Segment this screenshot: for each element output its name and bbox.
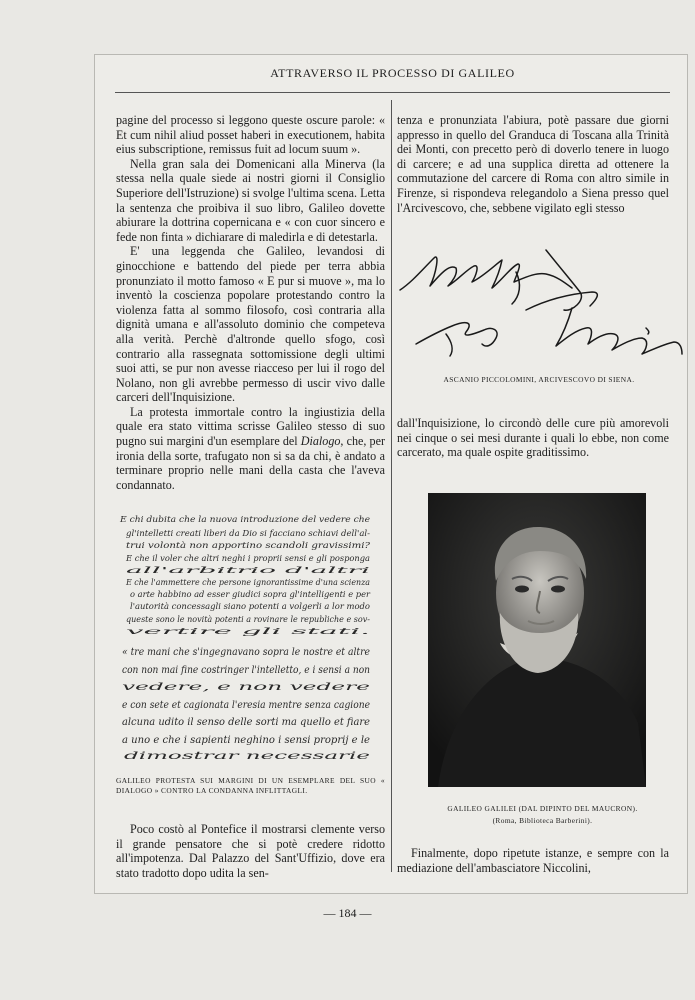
running-header: ATTRAVERSO IL PROCESSO DI GALILEO xyxy=(270,66,515,80)
paragraph-pontefice: Poco costò al Pontefice il mostrarsi clemente verso il grande pensatore che si potè credere ridotto all'impotenza. Dal Palazzo del Sant'Uffizio, dove era stato tradotto dopo udita la sen- xyxy=(116,822,385,880)
signature-image xyxy=(396,226,688,376)
manuscript-line: alcuna udito il senso delle sorti ma quello et fiare xyxy=(122,717,371,728)
right-column-middle xyxy=(397,416,669,460)
manuscript-line: all'arbitrio d'altri xyxy=(126,566,372,575)
protest-text-before: La protesta immortale contro la ingiustizia della quale era stato vittima scrisse Galileo stesso di suo pugno sui margini d'un esemplare del xyxy=(116,404,385,449)
left-column-bottom xyxy=(116,822,385,880)
manuscript-line: trui volontà non apportino scandoli gravissimi? xyxy=(126,541,371,550)
paragraph-inquisizione: dall'Inquisizione, lo circondò delle cure più amorevoli nei cinque o sei mesi durante i quali lo ebbe, non come carcerato, ma quale ospite graditissimo. xyxy=(397,416,669,460)
portrait-caption-title: GALILEO GALILEI (DAL DIPINTO DEL MAUCRON). xyxy=(447,804,638,813)
paragraph-minerva: Nella gran sala dei Domenicani alla Minerva (la stessa nella quale siede ai nostri giorni il Consiglio Superiore dell'Istruzione) si svolge l'ultima scena. Letta la sentenza che proibiva il suo libro, Galileo dovette abiurare la dottrina copernicana e « con cuor sincero e fede non finta » dichiarare di maledirla e di detestarla. xyxy=(116,156,385,244)
paragraph-oscure-parole: pagine del processo si leggono queste oscure parole: « Et cum nihil aliud posset haberi in executionem, habita eius subscriptione, remissus fuit ad locum suum ». xyxy=(116,113,385,157)
manuscript-line: queste sono le novità potenti a rovinare le republiche e sov- xyxy=(126,615,371,624)
portrait-painting xyxy=(428,493,646,787)
paragraph-protesta xyxy=(116,405,385,493)
manuscript-line: « tre mani che s'ingegnavano sopra le nostre et altre xyxy=(122,647,371,658)
archbishop-signature xyxy=(396,226,688,376)
manuscript-line: l'autorità concessagli siano potenti a volgerli a lor modo xyxy=(130,602,371,611)
right-column-text xyxy=(397,113,669,215)
paragraph-finalmente: Finalmente, dopo ripetute istanze, e sempre con la mediazione dell'ambasciatore Niccolini, xyxy=(397,846,669,875)
portrait-caption-location: (Roma, Biblioteca Barberini). xyxy=(492,816,593,825)
right-column-bottom xyxy=(397,846,669,875)
paragraph-leggenda: E' una leggenda che Galileo, levandosi di ginocchione e battendo del piede per terra abbia pronunziato il motto famoso « E pur si muove », ma lo inventò la coscienza popolare protestando contro la violenza fatta al sommo filosofo, così contraria alla dignità umana e all'assoluto dominio che competeva alla verità. Perchè d'altronde quello sfogo, così contrario alla rassegnata sottomissione degli ultimi suoi atti, se pur non avesse riacceso per lui il rogo del Nolano, non gli avrebbe permesso di uscir vivo dalle carceri dell'Inquisizione. xyxy=(116,244,385,405)
protest-text-after: , che, per ironia della sorte, trafugato non si sa da chi, è andato a terminare proprio nelle mani della casta che l'aveva condannato. xyxy=(116,434,385,492)
manuscript-line: con non mai fine costringer l'intelletto, e i sensi a non xyxy=(122,665,370,676)
manuscript-line: dimostrar necessarie xyxy=(124,751,371,762)
manuscript-line: E chi dubita che la nuova introduzione del vedere che xyxy=(118,515,371,524)
manuscript-line: E che il voler che altri neghi i proprii sensi e gli posponga xyxy=(124,554,371,563)
manuscript-caption: GALILEO PROTESTA SUI MARGINI DI UN ESEMPLARE DEL SUO « DIALOGO » CONTRO LA CONDANNA INFLITTAGLI. xyxy=(116,776,385,795)
manuscript-line: E che l'ammettere che persone ignorantissime d'una scienza xyxy=(125,578,371,587)
manuscript-line: vertire gli stati. xyxy=(126,627,370,636)
header-rule xyxy=(115,92,670,93)
dialogo-title: Dialogo xyxy=(300,434,341,449)
galileo-portrait xyxy=(428,493,646,787)
manuscript-line: o arte habbino ad esser giudici sopra gl'intelligenti e per xyxy=(130,590,372,599)
manuscript-line: vedere, e non vedere xyxy=(122,682,371,693)
manuscript-line: a uno e che i sapienti neghino i sensi proprij e le xyxy=(122,735,371,746)
paragraph-abiura: tenza e pronunziata l'abiura, potè passare due giorni appresso in quello del Granduca di Toscana alla Trinità dei Monti, con precetto però di doverlo tenere in luogo di carcere; e ad una supplica diretta ad ottenere la commutazione del carcere di Roma con altro simile in Firenze, si rispondeva relegandolo a Siena presso quel l'Arcivescovo, che, sebbene vigilato egli stesso xyxy=(397,113,669,215)
manuscript-line: gl'intelletti creati liberi da Dio si facciano schiavi dell'al- xyxy=(126,529,371,538)
left-column-text xyxy=(116,113,385,492)
page-number: — 184 — xyxy=(323,906,372,920)
signature-caption: ASCANIO PICCOLOMINI, ARCIVESCOVO DI SIENA. xyxy=(443,375,635,384)
column-divider xyxy=(391,100,392,872)
manuscript-line: e con sete et cagionata l'eresia mentre senza cagione xyxy=(122,700,371,711)
manuscript-handwriting xyxy=(112,512,388,762)
manuscript-image xyxy=(112,512,388,762)
portrait-caption xyxy=(420,803,665,827)
